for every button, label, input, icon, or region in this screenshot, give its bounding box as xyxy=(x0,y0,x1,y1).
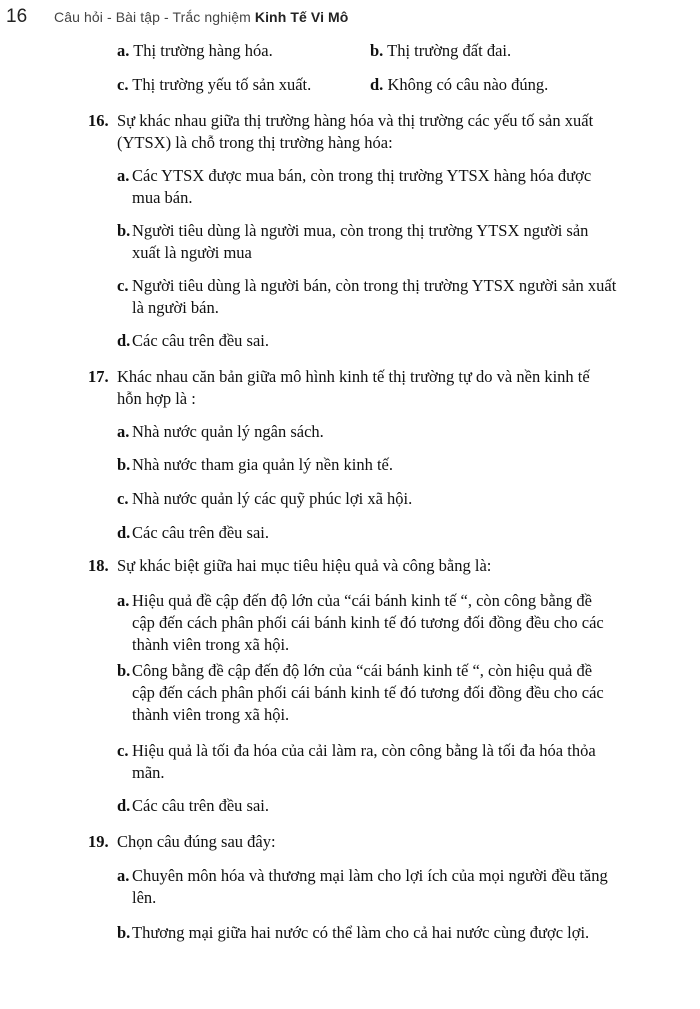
option-label: b. xyxy=(117,661,131,680)
option-text: Không có câu nào đúng. xyxy=(387,75,549,94)
top-option-d xyxy=(370,74,548,96)
option-text: Chuyên môn hóa và thương mại làm cho lợi ích của mọi người đều tăng lên. xyxy=(132,866,608,907)
option-label: c. xyxy=(117,489,129,508)
question-number: 16. xyxy=(88,111,109,130)
series-title: Câu hỏi - Bài tập - Trắc nghiệm xyxy=(54,9,251,25)
option-label: b. xyxy=(117,455,131,474)
option-d xyxy=(117,522,617,544)
option-text: Các câu trên đều sai. xyxy=(132,331,269,350)
option-label: d. xyxy=(370,75,384,94)
book-title: Kinh Tế Vi Mô xyxy=(254,9,349,25)
option-d xyxy=(117,330,617,352)
option-text: Hiệu quả đề cập đến độ lớn của “cái bánh kinh tế “, còn công bằng đề cập đến cách phân phối cái bánh kinh tế đó tương đối đồng đều cho các thành viên trong xã hội. xyxy=(132,591,604,654)
option-text: Thị trường yếu tố sản xuất. xyxy=(132,75,312,94)
option-text: Thị trường đất đai. xyxy=(387,41,512,60)
option-a xyxy=(117,865,617,909)
option-text: Hiệu quả là tối đa hóa của cải làm ra, còn công bằng là tối đa hóa thỏa mãn. xyxy=(132,741,596,782)
option-d xyxy=(117,795,617,817)
option-text: Người tiêu dùng là người bán, còn trong thị trường YTSX người sản xuất là người bán. xyxy=(132,276,617,317)
option-b xyxy=(117,660,617,726)
page-number: 16 xyxy=(6,6,28,27)
option-b xyxy=(117,454,617,476)
page-header xyxy=(6,6,680,32)
option-label: c. xyxy=(117,741,129,760)
option-label: d. xyxy=(117,523,131,542)
option-label: a. xyxy=(117,422,130,441)
option-text: Nhà nước quản lý các quỹ phúc lợi xã hội. xyxy=(132,489,413,508)
question-number: 19. xyxy=(88,832,109,851)
option-label: a. xyxy=(117,41,130,60)
option-label: c. xyxy=(117,276,129,295)
option-text: Nhà nước tham gia quản lý nền kinh tế. xyxy=(132,455,393,474)
option-a xyxy=(117,421,617,443)
option-a xyxy=(117,165,617,209)
top-option-b xyxy=(370,40,511,62)
top-option-a xyxy=(117,40,273,62)
option-c xyxy=(117,275,617,319)
option-text: Công bằng đề cập đến độ lớn của “cái bánh kinh tế “, còn hiệu quả đề cập đến cách phân phối cái bánh kinh tế đó tương đối đồng đều cho các thành viên trong xã hội. xyxy=(132,661,604,724)
top-option-c xyxy=(117,74,311,96)
option-b xyxy=(117,922,617,944)
option-label: a. xyxy=(117,166,130,185)
option-label: b. xyxy=(117,221,131,240)
question-text: Chọn câu đúng sau đây: xyxy=(117,832,276,851)
option-b xyxy=(117,220,617,264)
option-label: c. xyxy=(117,75,129,94)
option-text: Các câu trên đều sai. xyxy=(132,523,269,542)
option-c xyxy=(117,740,617,784)
question-number: 18. xyxy=(88,556,109,575)
option-label: b. xyxy=(370,41,384,60)
question-number: 17. xyxy=(88,367,109,386)
running-title xyxy=(54,9,348,25)
option-c xyxy=(117,488,617,510)
option-text: Nhà nước quản lý ngân sách. xyxy=(132,422,324,441)
option-text: Người tiêu dùng là người mua, còn trong thị trường YTSX người sản xuất là người mua xyxy=(132,221,589,262)
option-a xyxy=(117,590,617,656)
option-label: d. xyxy=(117,796,131,815)
option-text: Thương mại giữa hai nước có thể làm cho cả hai nước cùng được lợi. xyxy=(132,923,590,942)
option-label: b. xyxy=(117,923,131,942)
option-label: a. xyxy=(117,591,130,610)
question-text: Sự khác biệt giữa hai mục tiêu hiệu quả và công bằng là: xyxy=(117,556,492,575)
option-label: a. xyxy=(117,866,130,885)
option-text: Thị trường hàng hóa. xyxy=(133,41,273,60)
option-label: d. xyxy=(117,331,131,350)
option-text: Các câu trên đều sai. xyxy=(132,796,269,815)
question-text: Khác nhau căn bản giữa mô hình kinh tế thị trường tự do và nền kinh tế hỗn hợp là : xyxy=(117,367,590,408)
option-text: Các YTSX được mua bán, còn trong thị trường YTSX hàng hóa được mua bán. xyxy=(132,166,592,207)
question-text: Sự khác nhau giữa thị trường hàng hóa và thị trường các yếu tố sản xuất (YTSX) là chỗ trong thị trường hàng hóa: xyxy=(117,111,594,152)
